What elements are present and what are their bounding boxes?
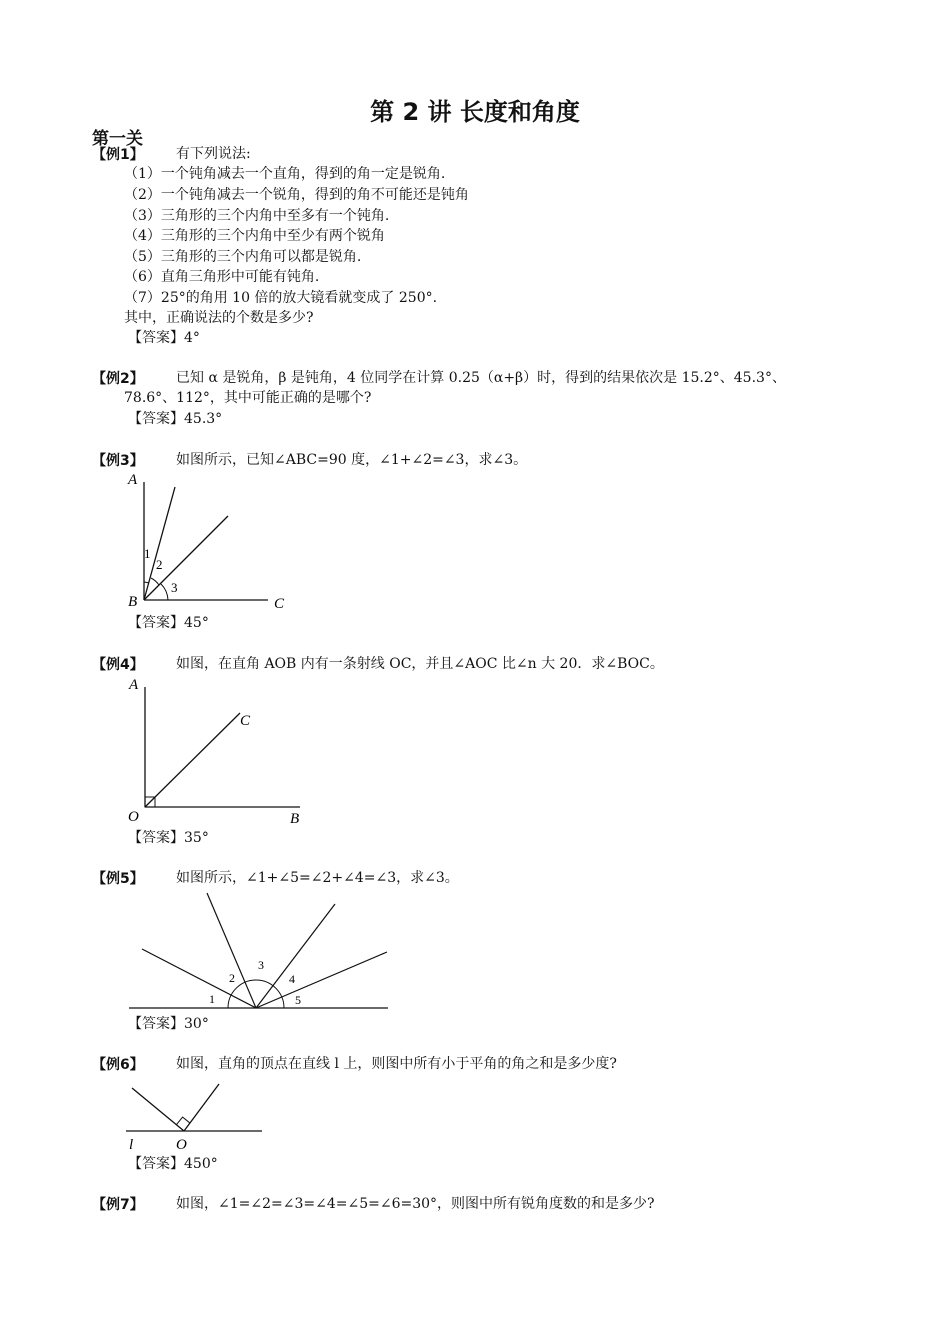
example-2-text-line1: 已知 α 是锐角，β 是钝角，4 位同学在计算 0.25（α+β）时，得到的结果依次是 15.2°、45.3°、 — [176, 370, 786, 386]
angle-4-label: 4 — [289, 972, 295, 986]
statement-item: （1）一个钝角减去一个直角，得到的角一定是锐角. — [124, 166, 446, 182]
example-2-label: 【例2】 — [92, 371, 144, 387]
point-b-label: B — [128, 594, 138, 610]
example-7-text: 如图，∠1=∠2=∠3=∠4=∠5=∠6=30°，则图中所有锐角度数的和是多少? — [176, 1196, 655, 1212]
point-c-label: C — [240, 713, 251, 729]
example-6-answer: 【答案】450° — [128, 1156, 218, 1172]
statement-item: （5）三角形的三个内角可以都是锐角. — [124, 249, 362, 265]
example-3-text: 如图所示，已知∠ABC=90 度，∠1+∠2=∠3，求∠3。 — [176, 452, 528, 468]
example-4-text: 如图，在直角 AOB 内有一条射线 OC，并且∠AOC 比∠n 大 20．求∠BOC。 — [176, 656, 664, 672]
example-4-answer: 【答案】35° — [128, 830, 209, 846]
example-1-question: 其中，正确说法的个数是多少? — [124, 310, 314, 326]
statement-item: （4）三角形的三个内角中至少有两个锐角 — [124, 228, 385, 244]
line-l-label: l — [129, 1137, 134, 1153]
point-o-label: O — [176, 1137, 187, 1153]
example-7-label: 【例7】 — [92, 1197, 144, 1213]
example-4-figure — [118, 675, 318, 827]
example-2-text-line2: 78.6°、112°，其中可能正确的是哪个? — [124, 390, 372, 406]
example-5-answer: 【答案】30° — [128, 1016, 209, 1032]
example-5-text: 如图所示，∠1+∠5=∠2+∠4=∠3，求∠3。 — [176, 870, 459, 886]
example-2-answer: 【答案】45.3° — [128, 411, 223, 427]
angle-3-label: 3 — [258, 958, 264, 972]
page-title: 第 2 讲 长度和角度 — [370, 98, 580, 126]
point-a-label: A — [128, 472, 138, 488]
point-a-label: A — [129, 677, 139, 693]
angle-1-label: 1 — [209, 992, 215, 1006]
example-1-answer: 【答案】4° — [128, 330, 200, 346]
example-1-intro: 有下列说法: — [176, 146, 251, 162]
example-3-answer: 【答案】45° — [128, 615, 209, 631]
example-3-label: 【例3】 — [92, 453, 144, 469]
example-6-label: 【例6】 — [92, 1057, 144, 1073]
example-6-text: 如图，直角的顶点在直线 l 上，则图中所有小于平角的角之和是多少度? — [176, 1056, 617, 1072]
example-3-figure — [118, 470, 298, 615]
point-o-label: O — [128, 809, 139, 825]
example-4-label: 【例4】 — [92, 657, 144, 673]
point-b-label: B — [290, 811, 300, 827]
angle-2-label: 2 — [156, 557, 163, 572]
angle-3-label: 3 — [171, 580, 178, 595]
angle-2-label: 2 — [229, 971, 235, 985]
angle-5-label: 5 — [295, 993, 301, 1007]
example-1-label: 【例1】 — [92, 147, 144, 163]
point-c-label: C — [274, 596, 285, 612]
section-heading: 第一关 — [92, 129, 143, 149]
statement-item: （3）三角形的三个内角中至多有一个钝角. — [124, 208, 390, 224]
statement-item: （7）25°的角用 10 倍的放大镜看就变成了 250°. — [124, 290, 438, 306]
statement-item: （2）一个钝角减去一个锐角，得到的角不可能还是钝角 — [124, 187, 469, 203]
example-5-label: 【例5】 — [92, 871, 144, 887]
statement-item: （6）直角三角形中可能有钝角. — [124, 269, 320, 285]
example-5-figure — [126, 888, 392, 1014]
example-6-figure — [120, 1078, 270, 1154]
angle-1-label: 1 — [144, 546, 151, 561]
